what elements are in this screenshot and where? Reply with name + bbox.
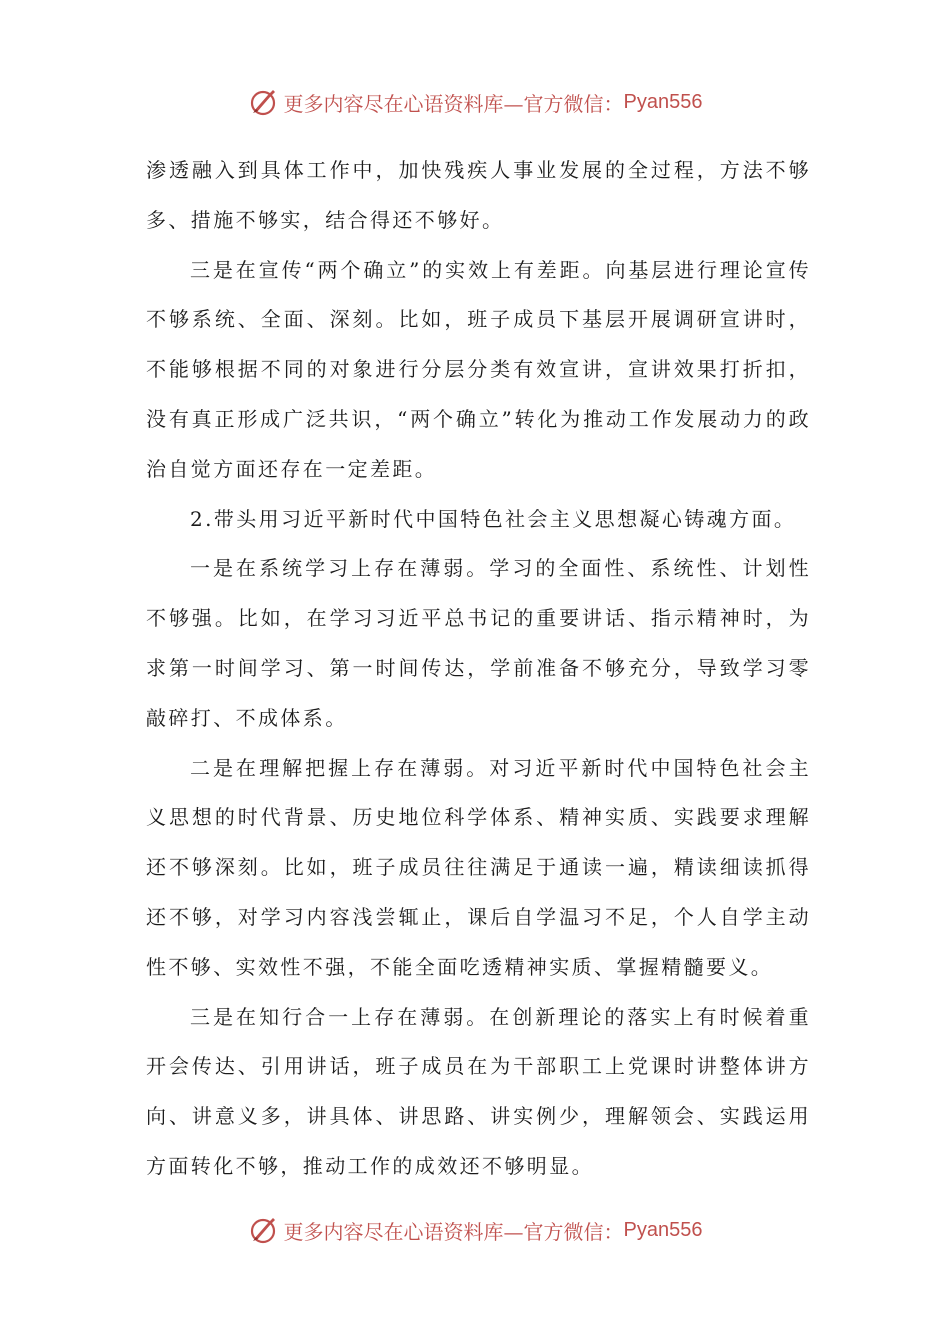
pen-logo-icon	[248, 1214, 280, 1246]
paragraph-6: 三是在知行合一上存在薄弱。在创新理论的落实上有时候着重开会传达、引用讲话，班子成员在为干部职工上党课时讲整体讲方向、讲意义多，讲具体、讲思路、讲实例少，理解领会、实践运用方面转化不够，推动工作的成效还不够明显。	[146, 1004, 811, 1178]
paragraph-2: 三是在宣传“两个确立”的实效上有差距。向基层进行理论宣传不够系统、全面、深刻。比如，班子成员下基层开展调研宣讲时，不能够根据不同的对象进行分层分类有效宣讲，宣讲效果打折扣，没有真正形成广泛共识，“两个确立”转化为推动工作发展动力的政治自觉方面还存在一定差距。	[146, 257, 811, 481]
paragraph-4: 一是在系统学习上存在薄弱。学习的全面性、系统性、计划性不够强。比如，在学习习近平总书记的重要讲话、指示精神时，为求第一时间学习、第一时间传达，学前准备不够充分，导致学习零敲碎打、不成体系。	[146, 556, 811, 730]
banner-wechat-id: Pyan556	[623, 1218, 703, 1241]
header-banner	[0, 82, 950, 122]
document-body	[146, 146, 811, 1192]
paragraph-1: 渗透融入到具体工作中，加快残疾人事业发展的全过程，方法不够多、措施不够实，结合得还不够好。	[146, 158, 811, 232]
banner-text: 更多内容尽在心语资料库—官方微信：	[283, 91, 624, 116]
banner-wechat-id: Pyan556	[623, 90, 703, 113]
footer-banner	[0, 1210, 950, 1250]
banner-text: 更多内容尽在心语资料库—官方微信：	[283, 1219, 624, 1244]
paragraph-5: 二是在理解把握上存在薄弱。对习近平新时代中国特色社会主义思想的时代背景、历史地位科学体系、精神实质、实践要求理解还不够深刻。比如，班子成员往往满足于通读一遍，精读细读抓得还不够，对学习内容浅尝辄止，课后自学温习不足，个人自学主动性不够、实效性不强，不能全面吃透精神实质、掌握精髓要义。	[146, 755, 811, 979]
section-heading: 2.带头用习近平新时代中国特色社会主义思想凝心铸魂方面。	[190, 506, 797, 531]
pen-logo-icon	[248, 86, 280, 118]
